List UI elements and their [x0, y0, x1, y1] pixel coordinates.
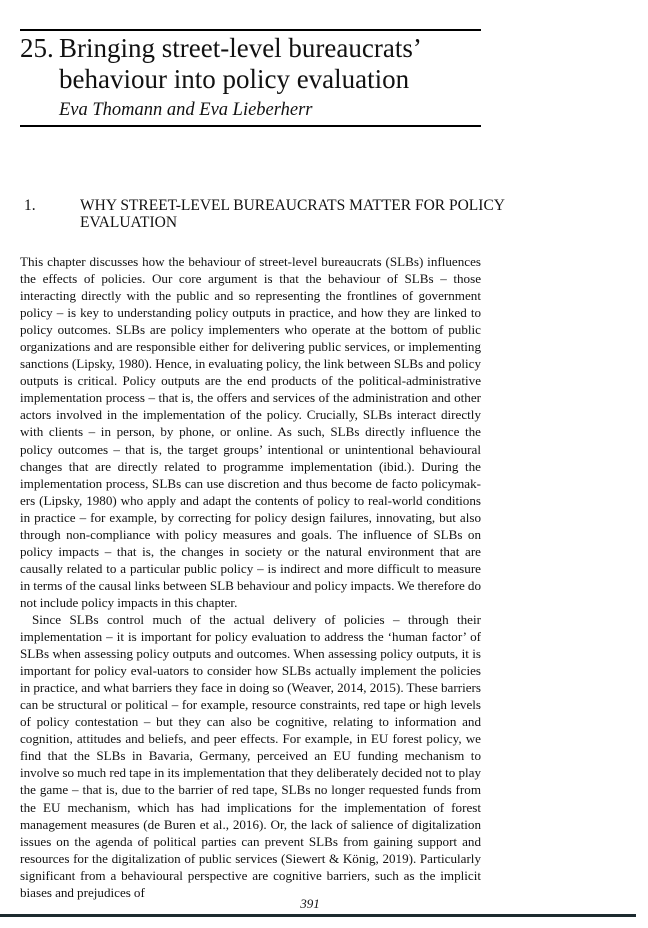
page-bottom-bar [0, 914, 636, 917]
paragraph: This chapter discusses how the behaviour of street-level bureaucrats (SLBs) influences the effects of policies. Our core argument is that the behaviour of SLBs – those interacting directly with the public and so representing the frontlines of government policy – is key to understanding policy outputs in practice, and how they are linked to policy outcomes. SLBs are policy implementers who operate at the bottom of public organizations and are responsible either for delivering public services, or implementing sanctions (Lipsky, 1980). Hence, in evaluating policy, the link between SLBs and policy outputs is critical. Policy outputs are the end products of the political-administrative implementation process – that is, the offers and services of the administration and other actors involved in the implementation of the policy. Crucially, SLBs interact directly with clients – in person, by phone, or online. As such, SLBs directly influence the policy outcomes – that is, the target groups’ intentional or unintentional behavioural changes that are directly related to programme implementation (ibid.). During the implementation process, SLBs can use discretion and thus become de facto policymak-ers (Lipsky, 1980) who apply and adapt the contents of policy to real-world conditions in practice – for example, by correcting for policy design failures, innovating, but also through non-compliance with policy measures and goals. The influence of SLBs on policy impacts – that is, the changes in society or the natural environment that are causally related to a particular public policy – is indirect and more difficult to measure in terms of the causal links between SLB behaviour and policy impacts. We therefore do not include policy impacts in this chapter. [20, 254, 481, 610]
chapter-authors: Eva Thomann and Eva Lieberherr [59, 100, 313, 120]
body-text [20, 253, 481, 901]
section-title: WHY STREET-LEVEL BUREAUCRATS MATTER FOR POLICY EVALUATION [80, 197, 505, 231]
top-rule [20, 29, 481, 31]
chapter-number: 25. [20, 33, 54, 63]
page-number: 391 [300, 896, 320, 911]
chapter-title: Bringing street-level bureaucrats’ behaviour into policy evaluation [59, 33, 420, 94]
section-number: 1. [24, 197, 36, 214]
paragraph: Since SLBs control much of the actual delivery of policies – through their implementation – it is important for policy evaluation to address the ‘human factor’ of SLBs when assessing policy outputs and outcomes. When assessing policy outputs, it is important for policy eval-uators to consider how SLBs actually implement the policies in practice, and what barriers they face in doing so (Weaver, 2014, 2015). These barriers can be structural or political – for example, resource constraints, red tape or high levels of policy contestation – but they can also be cognitive, relating to information and cognition, attitudes and beliefs, and peer effects. For example, in EU forest policy, we find that the SLBs in Bavaria, Germany, perceived an EU funding mechanism to involve so much red tape in its implementation that they deliberately decided not to play the game – that is, due to the barrier of red tape, SLBs no longer requested funds from the EU mechanism, which has had implications for the implementation of forest management measures (de Buren et al., 2016). Or, the lack of salience of digitalization issues on the agenda of political parties can prevent SLBs from gaining support and resources for the digitalization of public services (Siewert & König, 2019). Particularly significant from a behavioural perspective are cognitive barriers, such as the implicit biases and prejudices of [20, 611, 481, 900]
header-bottom-rule [20, 125, 481, 127]
